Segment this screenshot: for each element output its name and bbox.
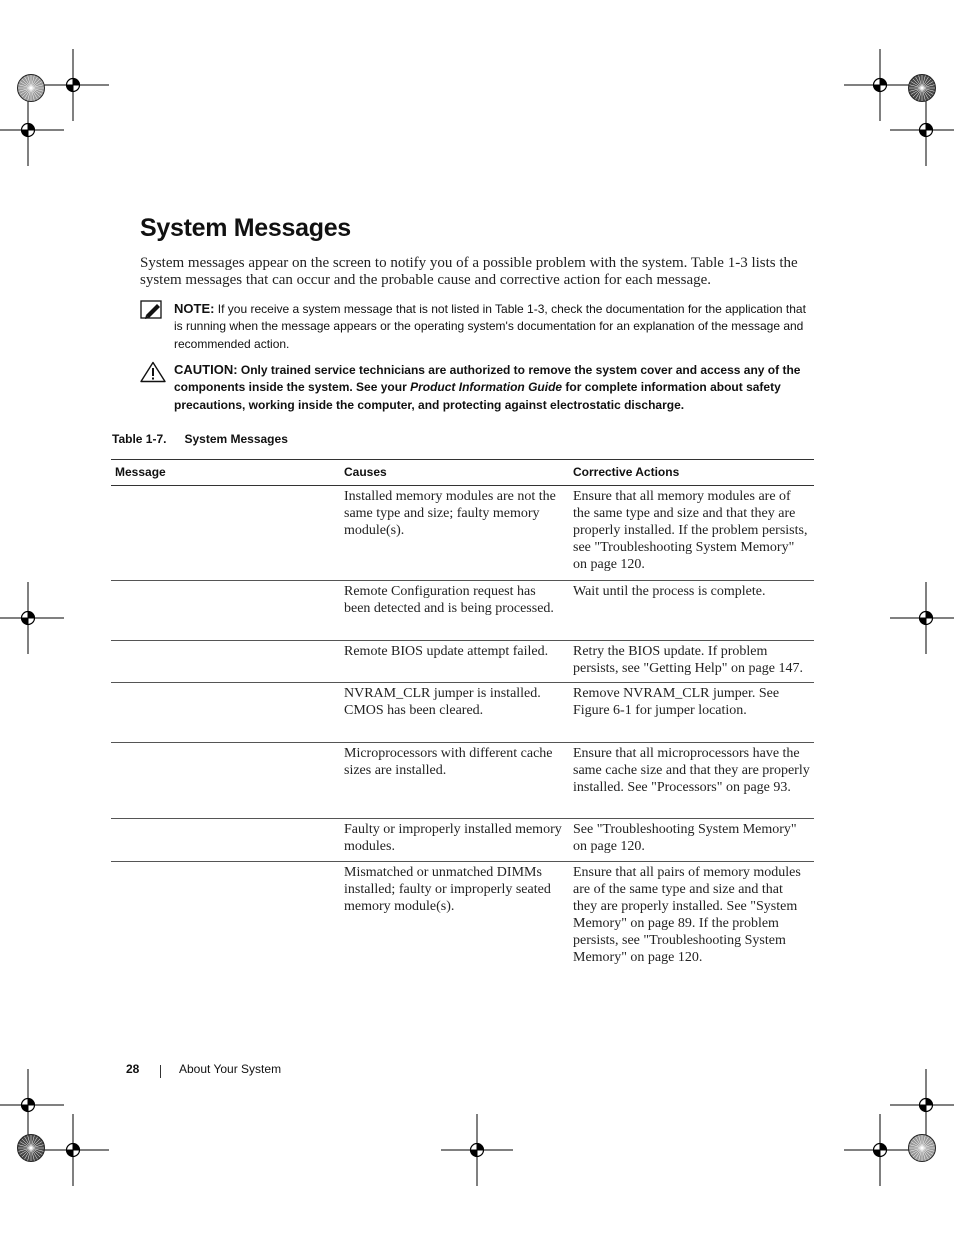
color-wheel-icon	[16, 1133, 46, 1163]
table-row	[111, 581, 814, 641]
system-messages-table	[111, 459, 814, 972]
message-cell	[111, 641, 340, 683]
action-cell: Remove NVRAM_CLR jumper. See Figure 6-1 for jumper location.	[569, 683, 814, 743]
action-cell: Ensure that all pairs of memory modules are of the same type and size and that they are properly installed. See "System Memory" on page 89. If the problem persists, see "Troubleshooting System Memory" on page 120.	[573, 865, 801, 965]
color-wheel-icon	[16, 73, 46, 103]
table-row	[111, 641, 814, 683]
cause-cell: NVRAM_CLR jumper is installed. CMOS has been cleared.	[340, 683, 569, 743]
header-causes: Causes	[340, 460, 569, 486]
cause-cell: Mismatched or unmatched DIMMs installed; faulty or improperly seated memory module(s).	[344, 865, 551, 914]
table-caption	[112, 432, 288, 446]
caution-callout	[140, 361, 814, 414]
registration-crosshair-icon	[886, 578, 954, 658]
page-number: 28	[126, 1062, 140, 1076]
table-caption-number: Table 1-7.	[112, 432, 167, 446]
footer-section-title: About Your System	[179, 1062, 282, 1076]
cause-cell: Installed memory modules are not the same type and size; faulty memory module(s).	[340, 486, 569, 581]
table-row	[111, 486, 814, 581]
message-cell	[111, 486, 340, 581]
caution-label: CAUTION:	[174, 362, 238, 377]
note-pencil-icon	[140, 300, 166, 322]
registration-crosshair-icon	[437, 1110, 517, 1190]
cause-cell: Faulty or improperly installed memory modules.	[340, 819, 569, 862]
registration-crosshair-icon	[0, 578, 68, 658]
header-message: Message	[111, 460, 340, 486]
action-cell: Retry the BIOS update. If problem persists, see "Getting Help" on page 147.	[569, 641, 814, 683]
table-row	[111, 743, 814, 819]
note-label: NOTE:	[174, 301, 215, 316]
cause-cell: Remote Configuration request has been detected and is being processed.	[340, 581, 569, 641]
cause-cell: Remote BIOS update attempt failed.	[340, 641, 569, 683]
color-wheel-icon	[907, 73, 937, 103]
table-row	[111, 862, 814, 973]
cause-cell: Microprocessors with different cache sizes are installed.	[340, 743, 569, 819]
table-caption-title: System Messages	[184, 432, 288, 446]
message-cell	[111, 581, 340, 641]
message-cell	[111, 743, 340, 819]
action-cell: See "Troubleshooting System Memory" on page 120.	[569, 819, 814, 862]
action-cell: Ensure that all memory modules are of the same type and size and that they are properly installed. If the problem persists, see "Troubleshooting System Memory" on page 120.	[569, 486, 814, 581]
page-title: System Messages	[140, 214, 351, 242]
caution-triangle-icon	[140, 361, 166, 383]
caution-text-after: for complete information about safety precautions, working inside the computer, and protecting against electrostatic discharge.	[174, 380, 781, 412]
caution-text-before: Only trained service technicians are authorized to remove the system cover and access any of the components inside the system. See your	[174, 363, 801, 395]
table-header-row	[111, 460, 814, 486]
action-cell: Ensure that all microprocessors have the same cache size and that they are properly installed. See "Processors" on page 93.	[569, 743, 814, 819]
header-corrective-actions: Corrective Actions	[569, 460, 814, 486]
action-cell: Wait until the process is complete.	[569, 581, 814, 641]
footer-divider	[160, 1065, 161, 1078]
message-cell	[111, 683, 340, 743]
intro-paragraph: System messages appear on the screen to notify you of a possible problem with the system. Table 1-3 lists the system messages that can occur and the probable cause and corrective action for each message.	[140, 255, 798, 288]
note-callout	[140, 300, 814, 353]
message-cell	[111, 862, 340, 973]
note-text: If you receive a system message that is not listed in Table 1-3, check the documentation for the application that is running when the message appears or the operating system's documentation for an explanation of the message and recommended action.	[174, 302, 806, 351]
message-cell	[111, 819, 340, 862]
product-guide-title: Product Information Guide	[410, 380, 563, 395]
table-row	[111, 819, 814, 862]
color-wheel-icon	[907, 1133, 937, 1163]
table-row	[111, 683, 814, 743]
